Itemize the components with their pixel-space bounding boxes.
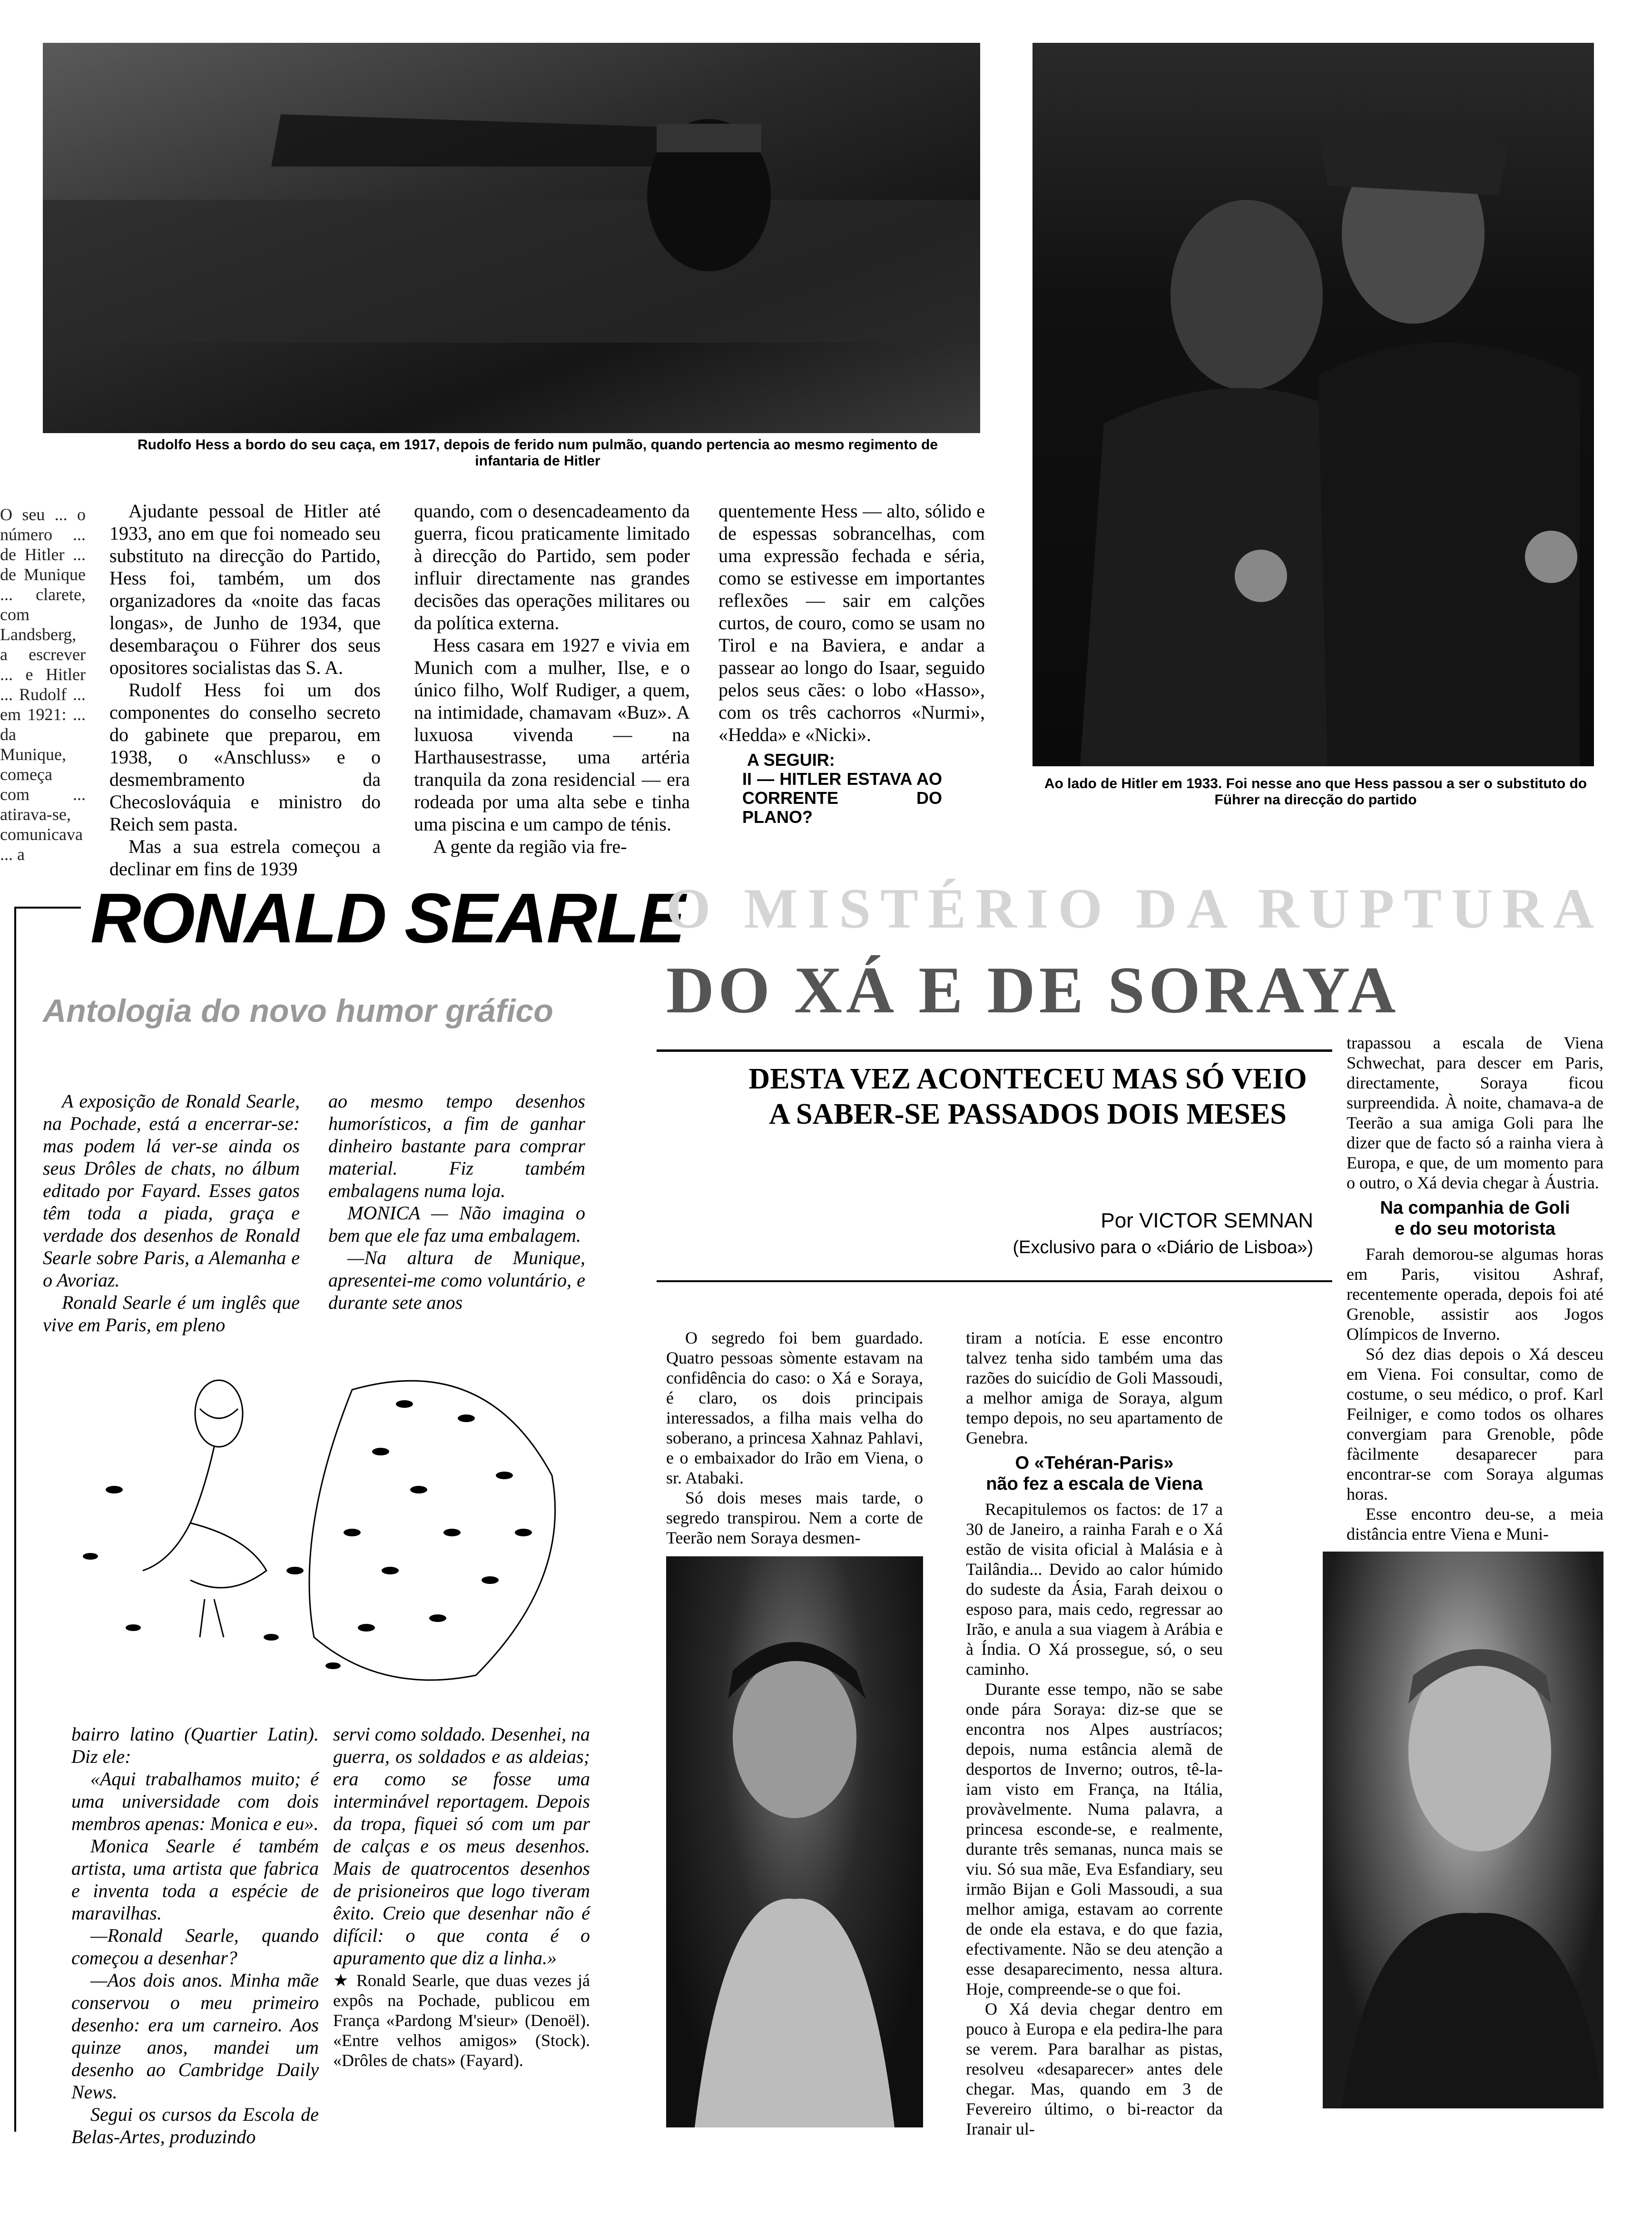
subhead-teheran-paris bbox=[966, 1453, 1223, 1494]
searle-footnote: ★ Ronald Searle, que duas vezes já expôs na Pochade, publicou em França «Pardong M'sieur» (Denoël). «Entre velhos amigos» (Stock). «Drôles de chats» (Fayard). bbox=[333, 1971, 590, 2070]
hess-column-3 bbox=[718, 500, 985, 827]
paragraph: —Na altura de Munique, apresentei-me como voluntário, e durante sete anos bbox=[328, 1247, 585, 1313]
paragraph: Ajudante pessoal de Hitler até 1933, ano em que foi nomeado seu substituto na direcção do Partido, Hess foi, também, um dos organizadores da «noite das facas longas», de Junho de 1934, que desembaraçou o Führer dos seus opositores socialistas das S. A. bbox=[109, 500, 381, 678]
hess-margin-fragment: O seu ... o número ... de Hitler ... de Munique ... clarete, com Landsberg, a escrever ... e Hitler ... Rudolf ... em 1921: ... da Munique, começa com ... atirava-se, comunicava ... a bbox=[0, 505, 86, 864]
xa-column-1 bbox=[666, 1328, 923, 1548]
paragraph: Durante esse tempo, não se sabe onde pára Soraya: diz-se que se encontra nos Alpes austríacos; depois, numa estância alemã de desportos de Inverno; outros, tê-la-iam visto em França, na Itália, provàvelmente. Numa palavra, a princesa esconde-se, e realmente, durante três semanas, nunca mais se viu. Só sua mãe, Eva Esfandiary, seu irmão Bijan e Goli Massoudi, a sua melhor amiga, estavam ao corrente de onde ela estava, e do que fazia, efectivamente. Não se deu atenção a esse desaparecimento, nessa altura. Hoje, compreende-se o que foi. bbox=[966, 1680, 1223, 1998]
paragraph: O segredo foi bem guardado. Quatro pessoas sòmente estavam na confidência do caso: o Xá e Soraya, é claro, os dois principais interessados, a filha mais velha do soberano, a princesa Xahnaz Pahlavi, e o embaixador do Irão em Viena, o sr. Atabaki. bbox=[666, 1328, 923, 1487]
paragraph: quando, com o desencadeamento da guerra, ficou praticamente limitado à direcção do Partido, sem poder influir directamente nas grandes decisões das operações militares ou da política externa. bbox=[414, 500, 690, 633]
next-title: II — HITLER ESTAVA AO CORRENTE DO PLANO? bbox=[742, 769, 942, 827]
xa-portrait-photo bbox=[1323, 1552, 1603, 2108]
paragraph: ao mesmo tempo desenhos humorísticos, a fim de ganhar dinheiro bastante para comprar material. Fiz também embalagens numa loja. bbox=[328, 1090, 585, 1201]
subhead-line: Na companhia de Goli bbox=[1380, 1198, 1570, 1218]
xa-column-3 bbox=[1347, 1033, 1603, 1572]
xa-deck: DESTA VEZ ACONTECEU MAS SÓ VEIO A SABER-SE PASSADOS DOIS MESES bbox=[748, 1063, 1307, 1130]
subhead-line: O «Tehéran-Paris» bbox=[1015, 1453, 1174, 1473]
soraya-photo bbox=[666, 1556, 923, 2127]
paragraph: Ronald Searle é um inglês que vive em Paris, em pleno bbox=[43, 1292, 300, 1335]
paragraph: Só dois meses mais tarde, o segredo transpirou. Nem a corte de Teerão nem Soraya desmen- bbox=[666, 1488, 923, 1547]
searle-column-3 bbox=[71, 1723, 319, 2148]
xa-headline-top: O MISTÉRIO DA RUPTURA bbox=[666, 877, 1604, 940]
paragraph: Esse encontro deu-se, a meia distância entre Viena e Muni- bbox=[1347, 1504, 1603, 1543]
paragraph: servi como soldado. Desenhei, na guerra, os soldados e as aldeias; era como se fosse uma interminável reportagem. Depois da tropa, fiquei só com um par de calças e os meus desenhos. Mais de quatrocentos desenhos de prisioneiros que logo tiveram êxito. Creio que desenhar não é difícil: o que conta é o apuramento que diz a linha.» bbox=[333, 1723, 590, 1968]
paragraph: Monica Searle é também artista, uma artista que fabrica e inventa toda a espécie de maravilhas. bbox=[71, 1835, 319, 1924]
searle-column-4 bbox=[333, 1723, 590, 1969]
searle-column-2 bbox=[328, 1090, 585, 1314]
paragraph: Rudolf Hess foi um dos componentes do conselho secreto do gabinete que preparou, em 1938, o «Anschluss» e o desmembramento da Checoslováquia e ministro do Reich sem pasta. bbox=[109, 679, 381, 835]
searle-column-1 bbox=[43, 1090, 300, 1336]
hess-column-1 bbox=[109, 500, 381, 880]
searle-title: RONALD SEARLE bbox=[81, 880, 694, 957]
paragraph: Hess casara em 1927 e vivia em Munich com a mulher, Ilse, e o único filho, Wolf Rudiger, a quem, na intimidade, chamavam «Buz». A luxuosa vivenda — na Harthausestrasse, uma artéria tranquila da zona residencial — era rodeada por uma alta sebe e tinha uma piscina e um campo de ténis. bbox=[414, 634, 690, 835]
paragraph: A gente da região via fre- bbox=[433, 836, 627, 857]
xa-headline: DO XÁ E DE SORAYA bbox=[666, 953, 1400, 1027]
subhead-line: e do seu motorista bbox=[1395, 1219, 1555, 1239]
searle-subtitle: Antologia do novo humor gráfico bbox=[43, 993, 553, 1029]
paragraph: «Aqui trabalhamos muito; é uma universidade com dois membros apenas: Monica e eu». bbox=[71, 1768, 319, 1834]
searle-peacock-drawing bbox=[48, 1333, 595, 1704]
hitler-hess-silhouette bbox=[1032, 43, 1594, 766]
subhead-goli bbox=[1347, 1197, 1603, 1239]
xa-byline-2: (Exclusivo para o «Diário de Lisboa») bbox=[1013, 1237, 1313, 1257]
hess-photo-hitler bbox=[1032, 43, 1594, 766]
xa-rule bbox=[657, 1049, 1332, 1052]
peacock-illustration bbox=[48, 1333, 595, 1704]
paragraph: Farah demorou-se algumas horas em Paris, visitou Ashraf, recentemente operada, depois foi até Grenoble, assistir aos Jogos Olímpicos de Inverno. bbox=[1347, 1245, 1603, 1344]
paragraph: —Ronald Searle, quando começou a desenhar? bbox=[71, 1925, 319, 1968]
xa-rule-2 bbox=[657, 1280, 1332, 1282]
xa-column-2 bbox=[966, 1328, 1223, 2139]
paragraph: Mas a sua estrela começou a declinar em fins de 1939 bbox=[109, 836, 381, 880]
paragraph: A exposição de Ronald Searle, na Pochade, está a encerrar-se: mas podem lá ver-se ainda os seus Drôles de chats, no álbum editado por Fayard. Esses gatos têm toda a piada, graça e verdade dos desenhos de Ronald Searle sobre Paris, a Alemanha e o Avoriaz. bbox=[43, 1090, 300, 1291]
paragraph: bairro latino (Quartier Latin). Diz ele: bbox=[71, 1723, 319, 1767]
hess-column-2 bbox=[414, 500, 690, 858]
plane-silhouette bbox=[43, 43, 980, 433]
paragraph: trapassou a escala de Viena Schwechat, para descer em Paris, directamente, Soraya ficou surpreendida. À noite, chamava-a de Teerão a sua amiga Goli para lhe dizer que de facto só a rainha viera à Europa, e que, de um momento para o outro, o Xá devia chegar à Áustria. bbox=[1347, 1033, 1603, 1192]
hess-caption-1: Rudolfo Hess a bordo do seu caça, em 1917, depois de ferido num pulmão, quando pertencia ao mesmo regimento de infantaria de Hitler bbox=[137, 437, 938, 469]
paragraph: quentemente Hess — alto, sólido e de espessas sobrancelhas, com uma expressão fechada e séria, como se estivesse em importantes reflexões — sair em calções curtos, de couro, como se usam no Tirol e na Baviera, e andar a passear ao longo do Isaar, seguido pelos seus cães: o lobo «Hasso», com os três cachorros «Nurmi», «Hedda» e «Nicki». bbox=[718, 500, 985, 745]
hess-caption-2: Ao lado de Hitler em 1933. Foi nesse ano que Hess passou a ser o substituto do Führer na direcção do partido bbox=[1044, 776, 1587, 808]
paragraph: Segui os cursos da Escola de Belas-Artes, produzindo bbox=[71, 2104, 319, 2147]
xa-byline: Por VICTOR SEMNAN bbox=[1101, 1209, 1313, 1232]
soraya-silhouette bbox=[666, 1556, 923, 2127]
paragraph: O Xá devia chegar dentro em pouco à Europa e ela pedira-lhe para se verem. Para baralhar as pistas, resolveu «desaparecer» antes dele chegar. Mas, quando em 3 de Fevereiro último, o bi-reactor da Iranair ul- bbox=[966, 1999, 1223, 2138]
next-label: A SEGUIR: bbox=[747, 750, 835, 770]
paragraph: Recapitulemos os factos: de 17 a 30 de Janeiro, a rainha Farah e o Xá estão de visita oficial à Malásia e à Tailândia... Devido ao calor húmido do sudeste da Ásia, Farah deixou o esposo para, mais cedo, regressar ao Irão, e anula a sua viagem à Arábia e à Índia. O Xá prossegue, só, o seu caminho. bbox=[966, 1500, 1223, 1679]
paragraph: Só dez dias depois o Xá desceu em Viena. Foi consultar, como de costume, o seu médico, o prof. Karl Feilniger, e como todos os olhares convergiam para Grenoble, pôde fàcilmente desaparecer para encontrar-se com Soraya algumas horas. bbox=[1347, 1345, 1603, 1503]
xa-silhouette bbox=[1323, 1552, 1603, 2108]
next-episode bbox=[718, 751, 985, 827]
subhead-line: não fez a escala de Viena bbox=[986, 1474, 1203, 1494]
paragraph: MONICA — Não imagina o bem que ele faz uma embalagem. bbox=[328, 1202, 585, 1246]
paragraph: —Aos dois anos. Minha mãe conservou o meu primeiro desenho: era um carneiro. Aos quinze anos, mandei um desenho ao Cambridge Daily News. bbox=[71, 1969, 319, 2103]
hess-photo-plane bbox=[43, 43, 980, 433]
paragraph: tiram a notícia. E esse encontro talvez tenha sido também uma das razões do suicídio de Goli Massoudi, a melhor amiga de Soraya, algum tempo depois, no seu apartamento de Genebra. bbox=[966, 1328, 1223, 1447]
